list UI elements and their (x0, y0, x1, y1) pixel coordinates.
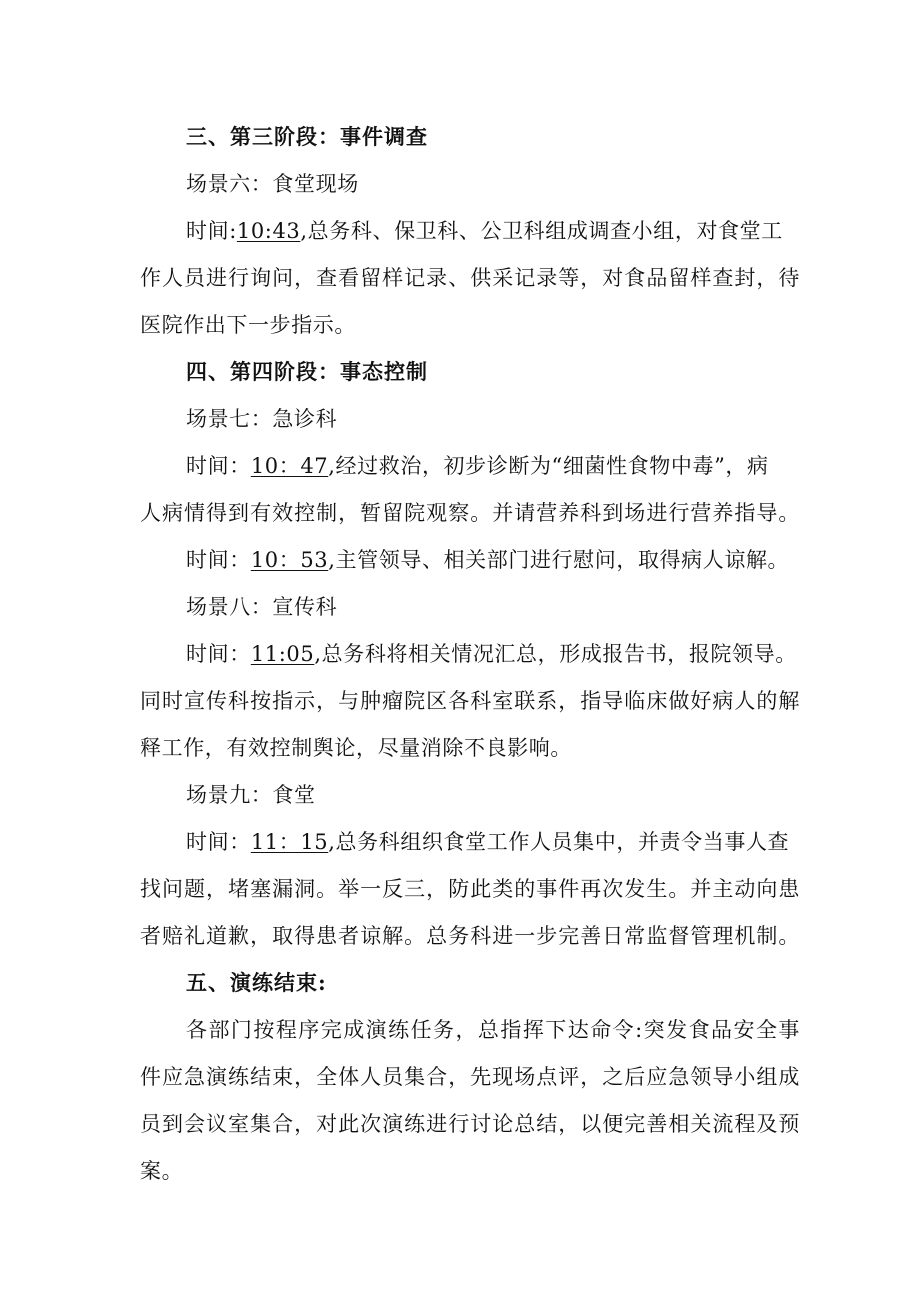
scene-title-9: 场景九：食堂 (186, 783, 316, 807)
time-value: 11：15 (250, 830, 329, 854)
time-prefix: 时间： (186, 642, 251, 666)
para-text: ,经过救治，初步诊断为“细菌性食物中毒”，病 (328, 454, 769, 478)
scene6-para-line1 (186, 216, 800, 246)
scene8-para-line2: 同时宣传科按指示，与肿瘤院区各科室联系，指导临床做好病人的解 (140, 689, 800, 713)
scene-title-7: 场景七：急诊科 (186, 407, 338, 431)
scene9-para-line3: 者赔礼道歉，取得患者谅解。总务科进一步完善日常监督管理机制。 (140, 924, 800, 948)
section-heading-5: 五、演练结束: (186, 970, 327, 995)
scene8-para-line3: 释工作，有效控制舆论，尽量消除不良影响。 (140, 736, 572, 760)
para-text: ,主管领导、相关部门进行慰问，取得病人谅解。 (328, 548, 790, 572)
scene-title-8: 场景八：宣传科 (186, 595, 338, 619)
para-text: ,总务科将相关情况汇总，形成报告书，报院领导。 (314, 642, 797, 666)
scene-title-6: 场景六：食堂现场 (186, 172, 359, 196)
time-prefix: 时间: (186, 219, 237, 243)
section-heading-3: 三、第三阶段：事件调查 (186, 124, 428, 149)
scene6-para-line3: 医院作出下一步指示。 (140, 313, 356, 337)
section-heading-4: 四、第四阶段：事态控制 (186, 359, 428, 384)
time-prefix: 时间： (186, 454, 251, 478)
para-text: ,总务科组织食堂工作人员集中，并责令当事人查 (328, 830, 790, 854)
scene7-para1-line1 (186, 451, 800, 481)
s5-para-line3: 员到会议室集合，对此次演练进行讨论总结，以便完善相关流程及预 (140, 1112, 800, 1136)
time-prefix: 时间： (186, 548, 251, 572)
scene9-para-line1 (186, 827, 800, 857)
time-value: 11:05 (250, 642, 315, 666)
scene7-para2-line1 (186, 545, 800, 575)
s5-para-line1: 各部门按程序完成演练任务，总指挥下达命令:突发食品安全事 (186, 1018, 800, 1042)
para-text: ,总务科、保卫科、公卫科组成调查小组，对食堂工 (300, 219, 783, 243)
scene8-para-line1 (186, 639, 800, 669)
s5-para-line4: 案。 (140, 1159, 184, 1183)
scene7-para1-line2: 人病情得到有效控制，暂留院观察。并请营养科到场进行营养指导。 (140, 501, 800, 525)
s5-para-line2: 件应急演练结束，全体人员集合，先现场点评，之后应急领导小组成 (140, 1065, 800, 1089)
scene9-para-line2: 找问题，堵塞漏洞。举一反三，防此类的事件再次发生。并主动向患 (140, 877, 800, 901)
time-value: 10：53 (250, 548, 329, 572)
time-value: 10:43 (236, 219, 301, 243)
time-prefix: 时间： (186, 830, 251, 854)
time-value: 10：47 (250, 454, 329, 478)
scene6-para-line2: 作人员进行询问，查看留样记录、供采记录等，对食品留样查封，待 (140, 266, 800, 290)
